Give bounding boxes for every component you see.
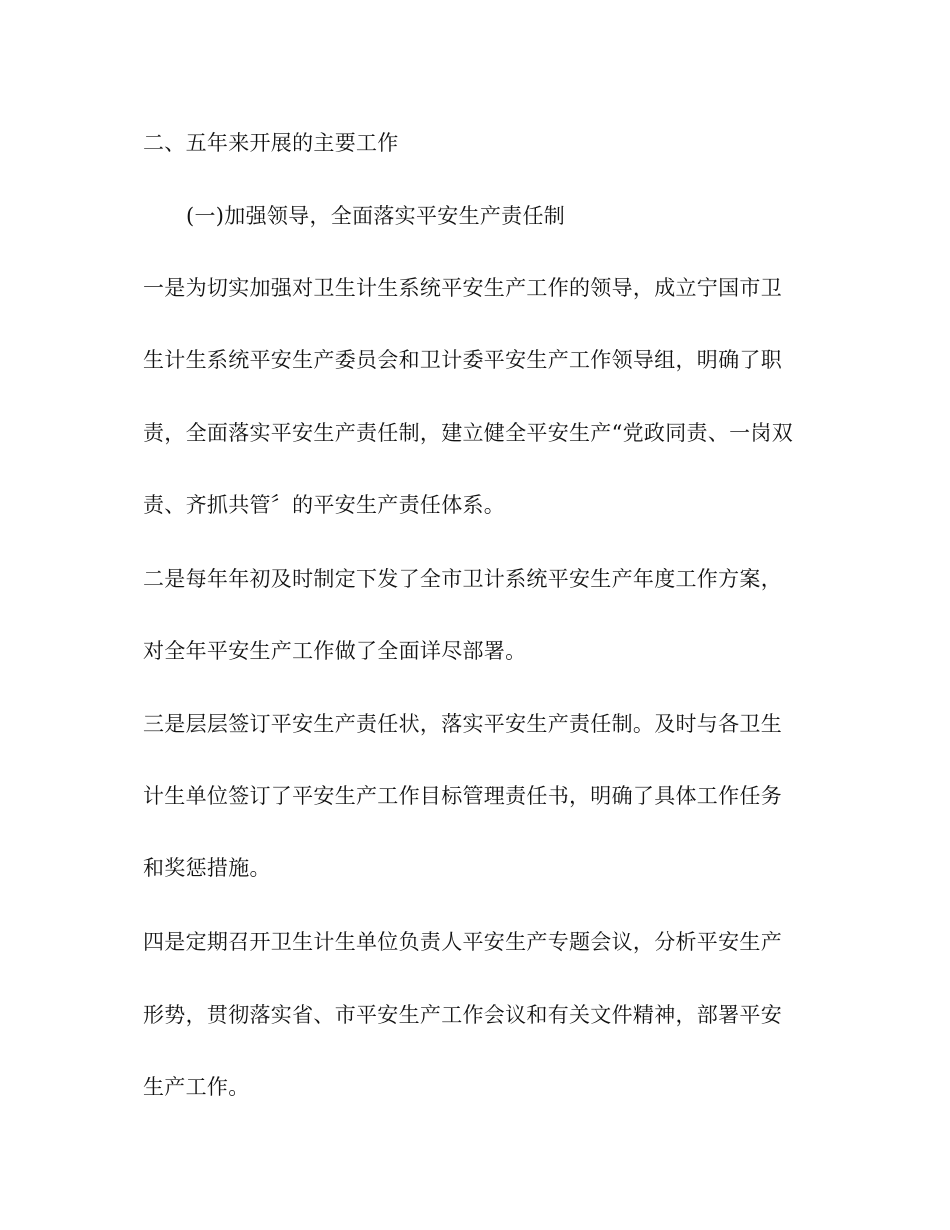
subheading: (一)加强领导，全面落实平安生产责任制 xyxy=(186,204,566,228)
section-heading: 二、五年来开展的主要工作 xyxy=(143,131,399,155)
paragraph-line: 形势，贯彻落实省、市平安生产工作会议和有关文件精神，部署平安 xyxy=(143,1003,782,1027)
paragraph-line: 对全年平安生产工作做了全面详尽部署。 xyxy=(143,639,527,663)
paragraph-line: 生产工作。 xyxy=(143,1075,250,1099)
paragraph-line: 和奖惩措施。 xyxy=(143,856,271,880)
paragraph-line: 三是层层签订平安生产责任状，落实平安生产责任制。及时与各卫生 xyxy=(143,712,782,736)
paragraph-line: 责，全面落实平安生产责任制，建立健全平安生产“党政同责、一岗双 xyxy=(143,421,794,445)
paragraph-line: 责、齐抓共管〞的平安生产责任体系。 xyxy=(143,493,506,517)
paragraph-line: 计生单位签订了平安生产工作目标管理责任书，明确了具体工作任务 xyxy=(143,784,782,808)
paragraph-line: 一是为切实加强对卫生计生系统平安生产工作的领导，成立宁国市卫 xyxy=(143,276,782,300)
paragraph-line: 生计生系统平安生产委员会和卫计委平安生产工作领导组，明确了职 xyxy=(143,348,782,372)
paragraph-line: 二是每年年初及时制定下发了全市卫计系统平安生产年度工作方案， xyxy=(143,567,782,591)
paragraph-line: 四是定期召开卫生计生单位负责人平安生产专题会议，分析平安生产 xyxy=(143,930,782,954)
